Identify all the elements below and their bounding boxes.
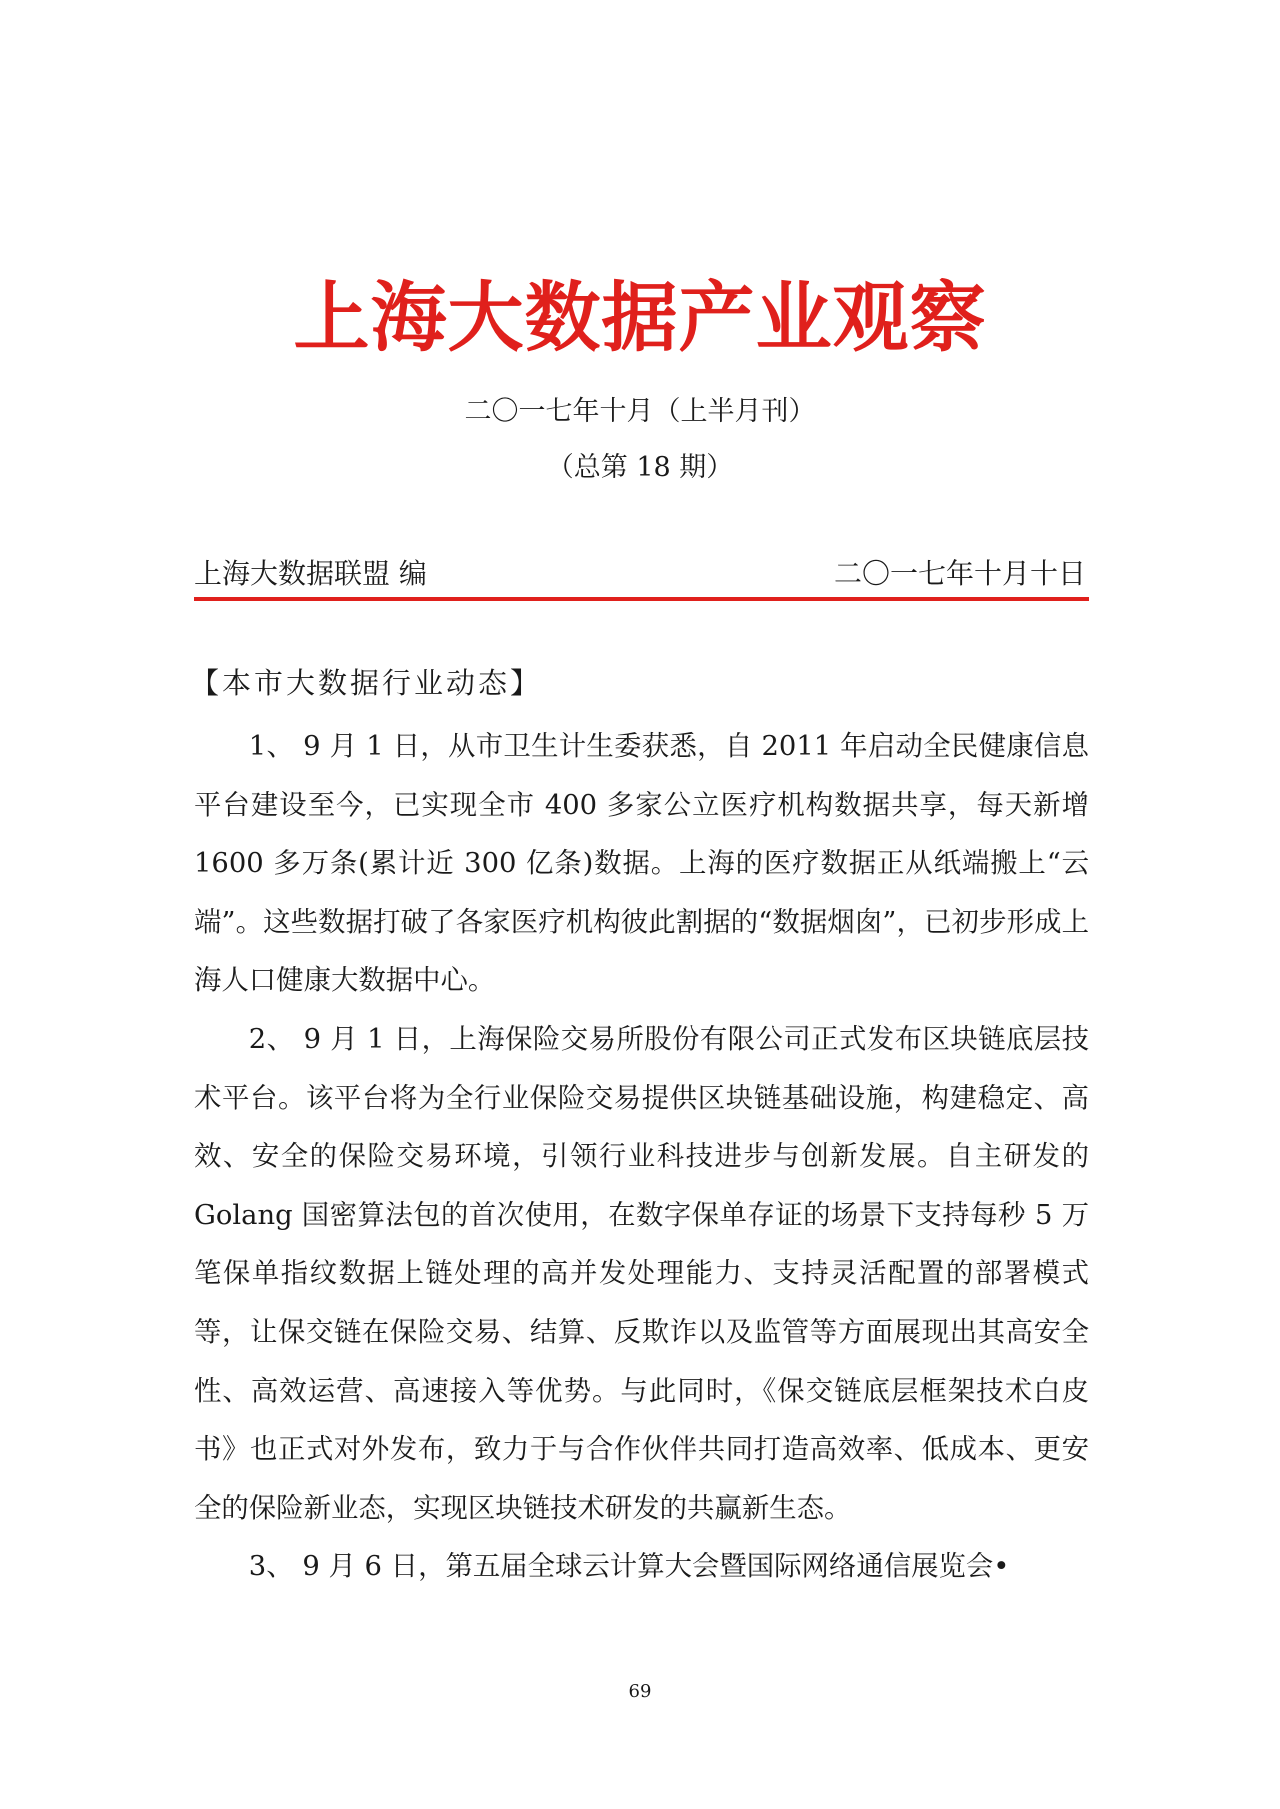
publication-title: 上海大数据产业观察 [293,273,987,362]
publish-date: 二〇一七年十月十日 [833,557,1086,590]
editor-credit: 上海大数据联盟 编 [194,557,427,590]
paragraph-2: 2、 9 月 1 日，上海保险交易所股份有限公司正式发布区块链底层技术平台。该平台将为全行业保险交易提供区块链基础设施，构建稳定、高效、安全的保险交易环境，引领行业科技进步与创新发展。自主研发的 Golang 国密算法包的首次使用，在数字保单存证的场景下支持每秒 5 万笔保单指纹数据上链处理的高并发处理能力、支持灵活配置的部署模式等，让保交链在保险交易、结算、反欺诈以及监管等方面展现出其高安全性、高效运营、高速接入等优势。与此同时，《保交链底层框架技术白皮书》也正式对外发布，致力于与合作伙伴共同打造高效率、低成本、更安全的保险新业态，实现区块链技术研发的共赢新生态。 [194,1023,1089,1524]
article-body [194,718,1089,1597]
paragraph-3: 3、 9 月 6 日，第五届全球云计算大会暨国际网络通信展览会• [248,1551,1010,1583]
paragraph-1: 1、 9 月 1 日，从市卫生计生委获悉，自 2011 年启动全民健康信息平台建设至今，已实现全市 400 多家公立医疗机构数据共享，每天新增 1600 多万条(累计近 300 亿条)数据。上海的医疗数据正从纸端搬上“云端”。这些数据打破了各家医疗机构彼此割据的“数据烟囱”，已初步形成上海人口健康大数据中心。 [194,731,1089,997]
issue-date: 二〇一七年十月（上半月刊） [464,396,816,427]
section-heading: 【本市大数据行业动态】 [190,666,543,700]
header-divider [194,597,1089,601]
issue-number: （总第 18 期） [546,452,734,483]
page-number: 69 [628,1681,652,1702]
